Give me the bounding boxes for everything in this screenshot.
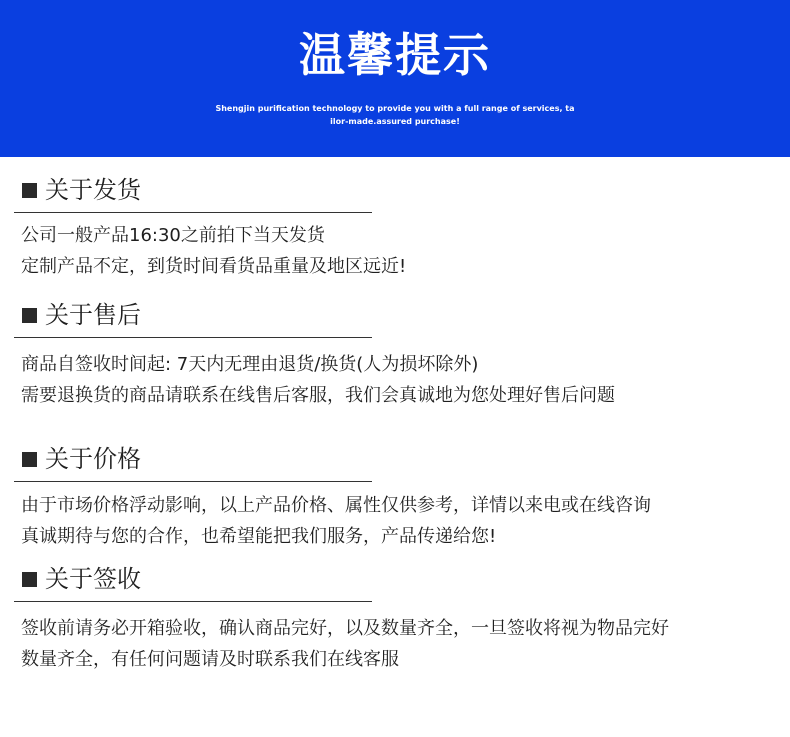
section-text-line: 公司一般产品16:30之前拍下当天发货	[21, 225, 325, 246]
section-text-line: 由于市场价格浮动影响，以上产品价格、属性仅供参考，详情以来电或在线咨询	[21, 495, 651, 516]
section-body	[21, 613, 781, 675]
section-title: 关于签收	[45, 565, 141, 593]
section-heading	[22, 441, 141, 477]
banner-subtitle: Shengjin purification technology to provide you with a full range of services, tailor-made.assured purchase!	[215, 104, 575, 126]
section-heading	[22, 172, 141, 208]
section-heading	[22, 297, 141, 333]
section-text-line: 定制产品不定，到货时间看货品重量及地区远近!	[21, 256, 407, 277]
section-divider	[14, 212, 372, 213]
section-text-line: 需要退换货的商品请联系在线售后客服，我们会真诚地为您处理好售后问题	[21, 385, 615, 406]
section-text-line: 商品自签收时间起: 7天内无理由退货/换货(人为损坏除外)	[21, 354, 479, 375]
section-title: 关于价格	[45, 445, 141, 473]
section-divider	[14, 601, 372, 602]
section-body	[21, 220, 781, 282]
section-body	[21, 490, 781, 552]
section-title: 关于售后	[45, 301, 141, 329]
header-banner	[0, 0, 790, 157]
square-bullet-icon	[22, 572, 37, 587]
square-bullet-icon	[22, 452, 37, 467]
section-divider	[14, 481, 372, 482]
section-text-line: 签收前请务必开箱验收，确认商品完好，以及数量齐全，一旦签收将视为物品完好	[21, 618, 669, 639]
section-text-line: 真诚期待与您的合作，也希望能把我们服务，产品传递给您!	[21, 526, 497, 547]
section-body	[21, 349, 781, 411]
section-heading	[22, 561, 141, 597]
square-bullet-icon	[22, 308, 37, 323]
section-divider	[14, 337, 372, 338]
banner-title: 温馨提示	[299, 28, 491, 82]
section-text-line: 数量齐全，有任何问题请及时联系我们在线客服	[21, 649, 399, 670]
section-title: 关于发货	[45, 176, 141, 204]
square-bullet-icon	[22, 183, 37, 198]
